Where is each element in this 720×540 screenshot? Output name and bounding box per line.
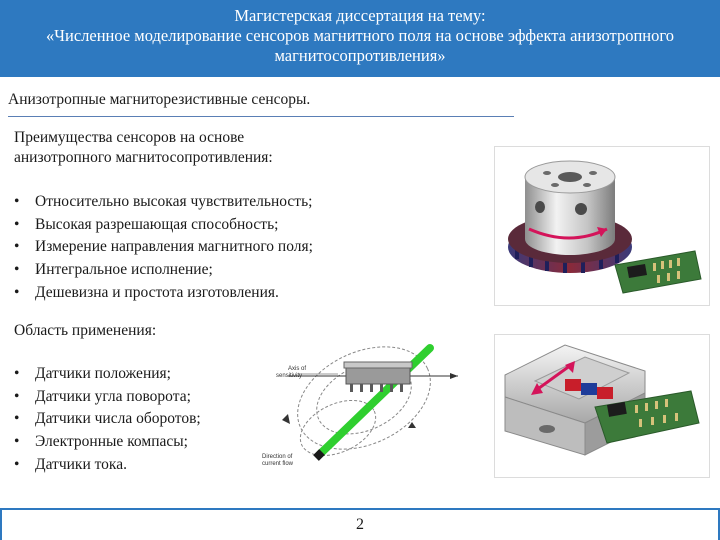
magnet-south <box>581 383 597 395</box>
applications-list <box>14 363 201 477</box>
magnet-north <box>565 379 581 391</box>
linear-sensor-illustration <box>495 335 709 477</box>
advantages-heading <box>14 128 273 168</box>
list-item: • Датчики числа оборотов; <box>14 408 201 431</box>
page-number: 2 <box>356 516 364 533</box>
list-item: • Датчики угла поворота; <box>14 386 201 409</box>
advantages-list <box>14 191 313 305</box>
title-line-3: магнитосопротивления» <box>274 46 446 65</box>
axis-label: Axis of sensitivity <box>276 366 307 379</box>
list-item: • Относительно высокая чувствительность; <box>14 191 313 214</box>
list-item: • Высокая разрешающая способность; <box>14 214 313 237</box>
list-item: • Измерение направления магнитного поля; <box>14 236 313 259</box>
rotary-sensor-image <box>494 146 710 306</box>
advantages-heading-line-1: Преимущества сенсоров на основе <box>14 129 245 146</box>
current-direction-label: Direction of current flow <box>262 454 294 467</box>
list-item: • Датчики тока. <box>14 454 201 477</box>
current-sensor-diagram <box>258 336 470 484</box>
list-item: • Дешевизна и простота изготовления. <box>14 282 313 305</box>
center-hole <box>558 172 582 182</box>
advantages-heading-line-2: анизотропного магнитосопротивления: <box>14 149 273 166</box>
slide-title <box>0 6 720 66</box>
footer-divider <box>0 508 720 510</box>
list-item: • Электронные компасы; <box>14 431 201 454</box>
rotary-sensor-illustration <box>495 147 709 305</box>
title-line-2: «Численное моделирование сенсоров магнитного поля на основе эффекта анизотропного <box>46 26 674 45</box>
sensor-chip <box>346 366 410 384</box>
subtitle-divider <box>8 116 514 117</box>
section-subtitle: Анизотропные магниторезистивные сенсоры. <box>8 91 311 108</box>
list-item: • Датчики положения; <box>14 363 201 386</box>
pcb-board <box>615 251 701 293</box>
list-item: • Интегральное исполнение; <box>14 259 313 282</box>
linear-sensor-image <box>494 334 710 478</box>
title-bar <box>0 0 720 77</box>
title-line-1: Магистерская диссертация на тему: <box>234 6 486 25</box>
current-sensor-illustration <box>258 336 470 484</box>
applications-heading: Область применения: <box>14 322 157 339</box>
